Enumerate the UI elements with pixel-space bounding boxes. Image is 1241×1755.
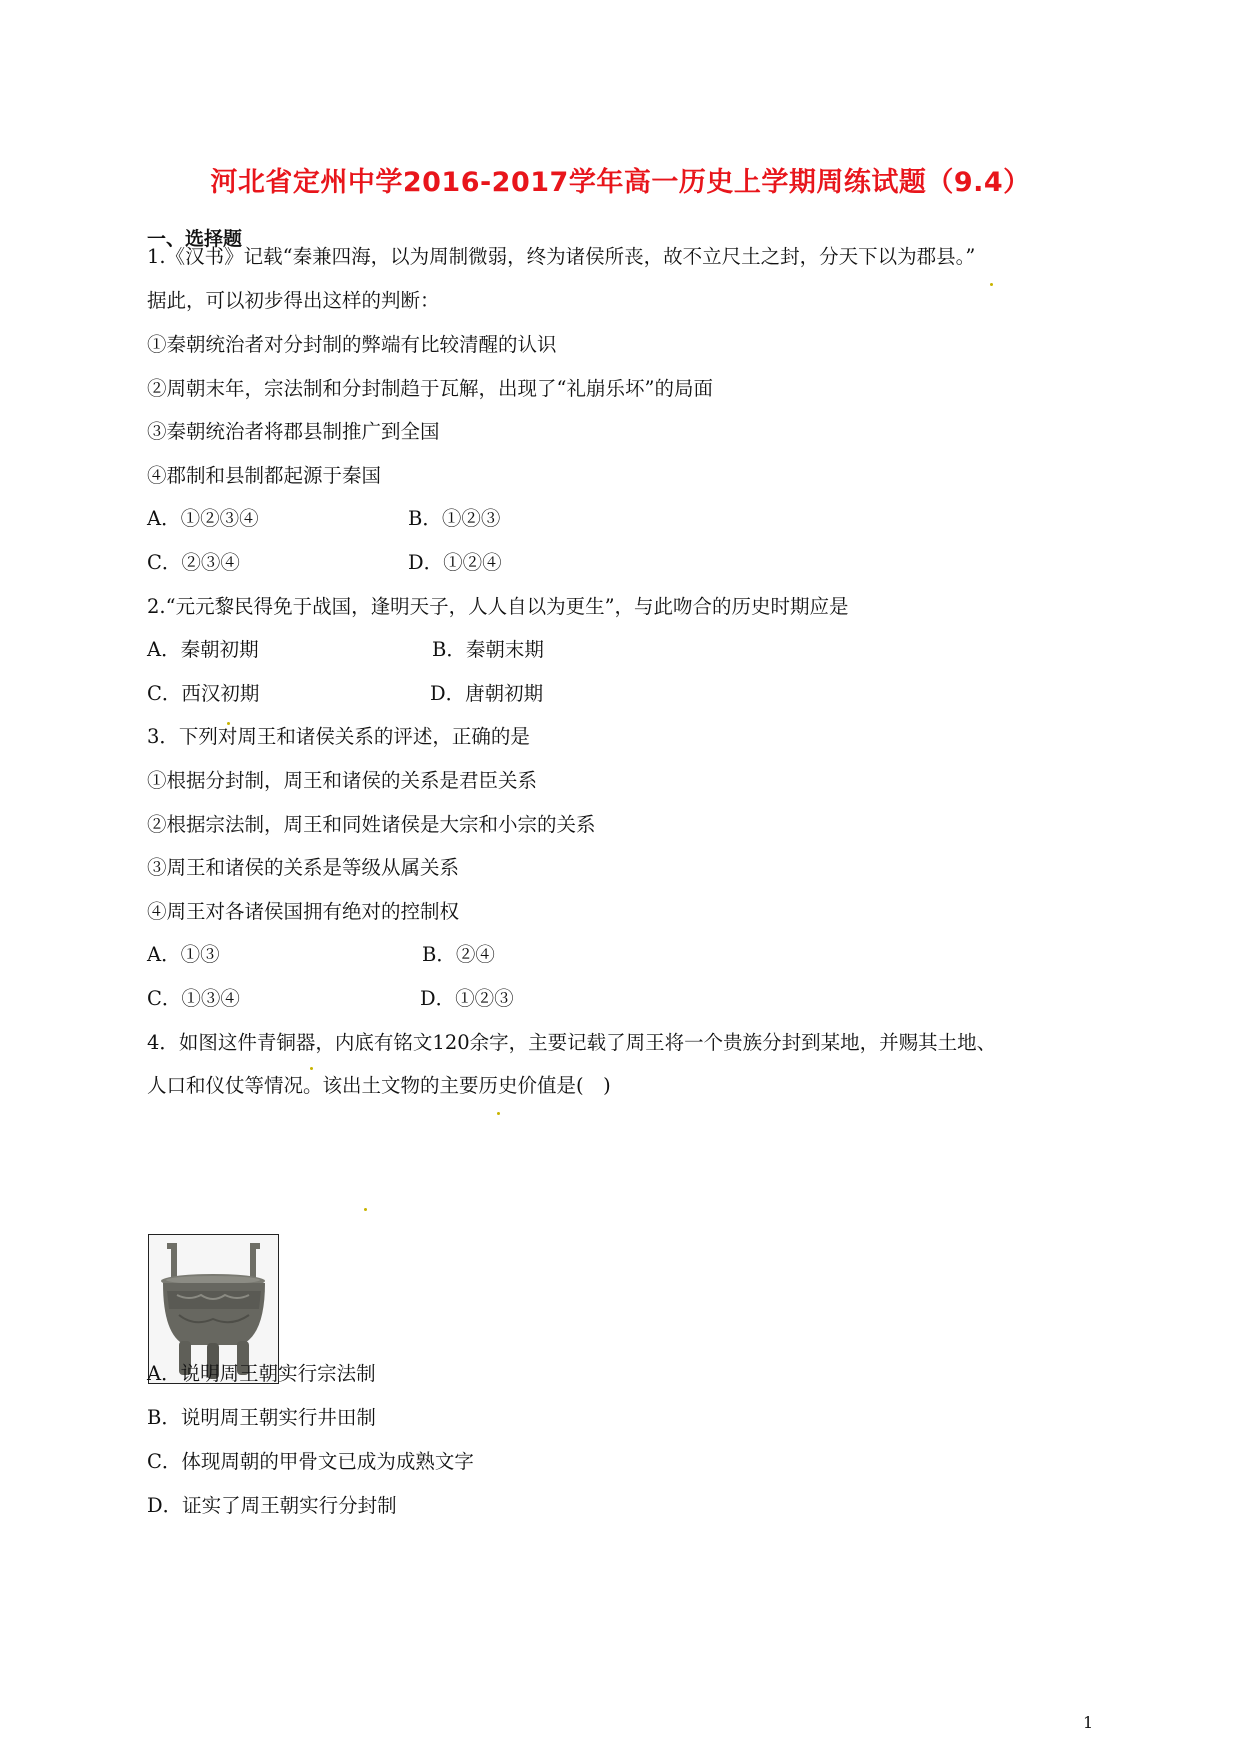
q1-option-a: A．①②③④ — [147, 507, 259, 530]
q3-statement-1: ①根据分封制，周王和诸侯的关系是君臣关系 — [147, 769, 538, 792]
q4-option-d: D．证实了周王朝实行分封制 — [147, 1494, 397, 1517]
scan-speck — [310, 1067, 313, 1070]
q4-option-c: C．体现周朝的甲骨文已成为成熟文字 — [147, 1450, 474, 1473]
page-title: 河北省定州中学2016-2017学年高一历史上学期周练试题（9.4） — [210, 167, 1031, 198]
q1-option-d: D．①②④ — [408, 551, 502, 574]
scan-speck — [364, 1208, 367, 1211]
q4-option-b: B．说明周王朝实行井田制 — [147, 1406, 376, 1429]
q2-option-b: B．秦朝末期 — [432, 638, 544, 661]
q1-statement-1: ①秦朝统治者对分封制的弊端有比较清醒的认识 — [147, 333, 557, 356]
q1-stem-line2: 据此，可以初步得出这样的判断： — [147, 289, 440, 312]
q1-statement-3: ③秦朝统治者将郡县制推广到全国 — [147, 420, 440, 443]
q1-stem-line1: 1.《汉书》记载“秦兼四海，以为周制微弱，终为诸侯所丧，故不立尺土之封，分天下以为郡县。” — [147, 245, 976, 268]
q1-statement-2: ②周朝末年，宗法制和分封制趋于瓦解，出现了“礼崩乐坏”的局面 — [147, 377, 713, 400]
q3-statement-4: ④周王对各诸侯国拥有绝对的控制权 — [147, 900, 460, 923]
scan-speck — [497, 1112, 500, 1115]
q2-option-d: D．唐朝初期 — [430, 682, 544, 705]
q3-statement-3: ③周王和诸侯的关系是等级从属关系 — [147, 856, 460, 879]
q2-option-a: A．秦朝初期 — [147, 638, 259, 661]
q3-option-a: A．①③ — [147, 943, 220, 966]
q1-statement-4: ④郡制和县制都起源于秦国 — [147, 464, 382, 487]
scan-speck — [227, 722, 230, 725]
q3-option-c: C．①③④ — [147, 987, 240, 1010]
q1-option-b: B．①②③ — [408, 507, 501, 530]
q2-stem: 2.“元元黎民得免于战国，逢明天子，人人自以为更生”，与此吻合的历史时期应是 — [147, 595, 849, 618]
q3-statement-2: ②根据宗法制，周王和同姓诸侯是大宗和小宗的关系 — [147, 813, 596, 836]
q3-option-b: B．②④ — [422, 943, 495, 966]
q1-option-c: C．②③④ — [147, 551, 240, 574]
q4-stem-line2: 人口和仪仗等情况。该出土文物的主要历史价值是( ) — [147, 1074, 611, 1097]
q4-option-a: A．说明周王朝实行宗法制 — [147, 1362, 376, 1385]
q2-option-c: C．西汉初期 — [147, 682, 260, 705]
q3-stem: 3．下列对周王和诸侯关系的评述，正确的是 — [147, 725, 530, 748]
section-heading: 一、选择题 — [147, 228, 243, 250]
scan-speck — [990, 283, 993, 286]
page-number: 1 — [1083, 1713, 1094, 1732]
q3-option-d: D．①②③ — [420, 987, 514, 1010]
q4-stem-line1: 4．如图这件青铜器，内底有铭文120余字，主要记载了周王将一个贵族分封到某地，并赐其土地、 — [147, 1031, 997, 1054]
